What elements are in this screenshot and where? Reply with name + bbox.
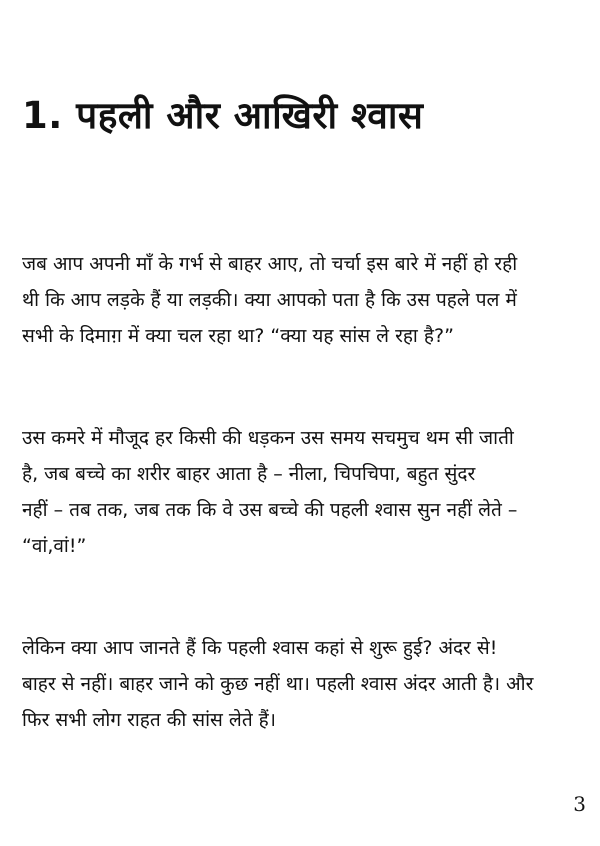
paragraph-birth — [22, 246, 592, 354]
paragraph-first-breath — [22, 630, 592, 738]
page-number: 3 — [573, 792, 586, 816]
chapter-title: 1. पहली और आखिरी श्वास — [22, 94, 424, 137]
text-line: बाहर से नहीं। बाहर जाने को कुछ नहीं था। पहली श्वास अंदर आती है। और — [22, 673, 534, 695]
text-line: फिर सभी लोग राहत की सांस लेते हैं। — [22, 709, 276, 731]
text-line: “वां,वां!” — [22, 535, 87, 557]
text-line: नहीं – तब तक, जब तक कि वे उस बच्चे की पहली श्वास सुन नहीं लेते – — [22, 499, 518, 521]
text-line: लेकिन क्या आप जानते हैं कि पहली श्वास कहां से शुरू हुई? अंदर से! — [22, 637, 498, 659]
text-line: जब आप अपनी माँ के गर्भ से बाहर आए, तो चर्चा इस बारे में नहीं हो रही — [22, 253, 518, 275]
text-line: सभी के दिमाग़ में क्या चल रहा था? “क्या यह सांस ले रहा है?” — [22, 325, 454, 347]
paragraph-heartbeat — [22, 420, 592, 564]
text-line: उस कमरे में मौजूद हर किसी की धड़कन उस समय सचमुच थम सी जाती — [22, 427, 514, 449]
text-line: थी कि आप लड़के हैं या लड़की। क्या आपको पता है कि उस पहले पल में — [22, 289, 517, 311]
text-line: है, जब बच्चे का शरीर बाहर आता है – नीला, चिपचिपा, बहुत सुंदर — [22, 463, 476, 485]
